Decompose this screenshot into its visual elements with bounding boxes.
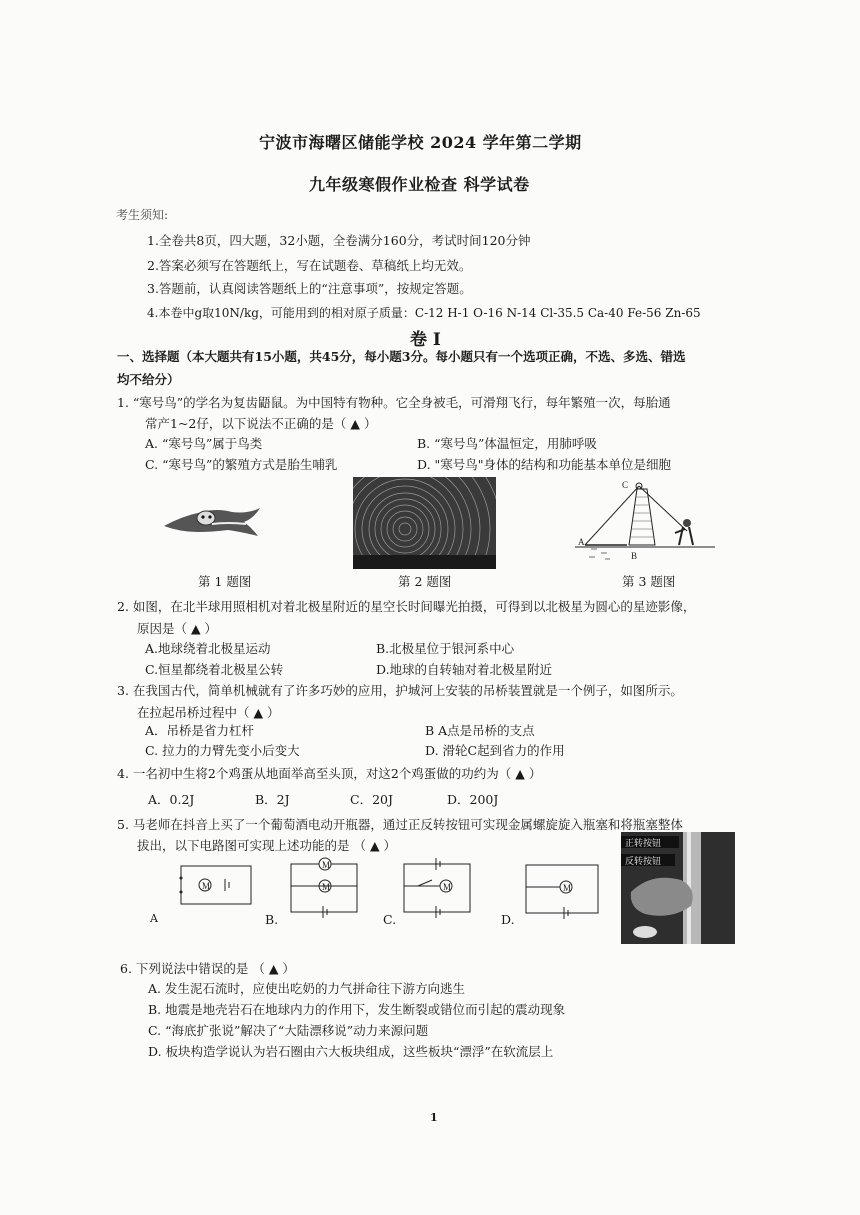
figure-1-caption: 第 1 题图 [198,574,252,589]
q1-option-d: D. "寒号鸟"身体的结构和功能基本单位是细胞 [417,457,672,472]
q3-option-d: D. 滑轮C起到省力的作用 [425,743,565,758]
circuit-a-diagram [175,858,257,920]
q1-option-c: C. “寒号鸟”的繁殖方式是胎生哺乳 [145,457,338,472]
circuit-a-label: A [150,912,158,925]
question-3-cont: 在拉起吊桥过程中（ ▲ ） [137,705,280,720]
motor-label: M [322,882,331,892]
q6-option-c: C. “海底扩张说”解决了“大陆漂移说”动力来源问题 [148,1023,429,1038]
circuit-c-diagram [398,852,480,920]
q2-option-b: B.北极星位于银河系中心 [376,641,515,656]
q3-option-b: B A点是吊桥的支点 [425,723,535,738]
circuit-b-diagram [285,850,367,920]
label-b: B [631,551,638,561]
figure-3-caption: 第 3 题图 [622,574,676,589]
question-3: 3. 在我国古代，简单机械就有了许多巧妙的应用，护城河上安装的吊桥装置就是一个例子，如图所示。 [117,683,683,698]
q2-option-c: C.恒星都绕着北极星公转 [145,662,284,677]
star-trails-figure [353,477,496,569]
notice-item: 2.答案必须写在答题纸上，写在试题卷、草稿纸上均无效。 [147,258,472,273]
motor-label: M [563,883,572,893]
circuit-d-label: D. [501,912,515,927]
question-1-cont: 常产1~2仔，以下说法不正确的是（ ▲ ） [145,416,377,431]
question-4: 4. 一名初中生将2个鸡蛋从地面举高至头顶，对这2个鸡蛋做的功约为（ ▲ ） [117,766,542,781]
drawbridge-figure [575,477,715,569]
flying-squirrel-figure [162,502,262,542]
notice-item: 4.本卷中g取10N/kg，可能用到的相对原子质量：C-12 H-1 O-16 N-14 Cl-35.5 Ca-40 Fe-56 Zn-65 [147,306,701,320]
q6-option-d: D. 板块构造学说认为岩石圈由六大板块组成，这些板块“漂浮”在软流层上 [148,1044,554,1059]
exam-title: 宁波市海曙区储能学校 2024 学年第二学期 [259,133,582,152]
label-c: C [622,480,629,490]
question-1: 1. “寒号鸟”的学名为复齿鼯鼠。为中国特有物种。它全身被毛，可滑翔飞行，每年繁殖一次，每胎通 [117,395,671,410]
question-2-cont: 原因是（ ▲ ） [137,621,218,636]
circuit-b-label: B. [265,912,279,927]
q6-option-b: B. 地震是地壳岩石在地球内力的作用下，发生断裂或错位而引起的震动现象 [148,1002,566,1017]
q4-option-d: D．200J [447,792,499,807]
q3-option-c: C. 拉力的力臂先变小后变大 [145,743,300,758]
section-heading-cont: 均不给分） [117,372,180,387]
circuit-d-diagram [520,855,604,921]
question-5: 5. 马老师在抖音上买了一个葡萄酒电动开瓶器，通过正反转按钮可实现金属螺旋旋入瓶塞和将瓶塞整体 [117,817,683,832]
q4-option-b: B．2J [255,792,290,807]
page-number: 1 [430,1111,438,1124]
q2-option-d: D.地球的自转轴对着北极星附近 [376,662,553,677]
figure-2-caption: 第 2 题图 [398,574,452,589]
motor-label: M [202,881,211,891]
q3-option-a: A．吊桥是省力杠杆 [145,723,255,738]
notice-item: 3.答题前，认真阅读答题纸上的“注意事项”，按规定答题。 [147,281,472,296]
exam-subtitle: 九年级寒假作业检查 科学试卷 [309,175,530,194]
q2-option-a: A.地球绕着北极星运动 [145,641,271,656]
motor-label: M [443,882,452,892]
notice-item: 1.全卷共8页，四大题，32小题，全卷满分160分，考试时间120分钟 [147,233,531,248]
question-5-cont: 拔出，以下电路图可实现上述功能的是 （ ▲ ） [137,838,397,853]
circuit-c-label: C. [383,912,397,927]
forward-button-label: 正转按钮 [625,839,662,849]
label-a: A [578,537,585,547]
wine-opener-photo [621,832,735,944]
q4-option-a: A．0.2J [148,792,195,807]
q1-option-b: B. “寒号鸟”体温恒定，用肺呼吸 [417,436,597,451]
q1-option-a: A. “寒号鸟”属于鸟类 [145,436,263,451]
motor-label: M [322,860,331,870]
reverse-button-label: 反转按钮 [625,857,662,867]
question-6: 6. 下列说法中错误的是 （ ▲ ） [120,961,295,976]
section-heading: 一、选择题（本大题共有15小题，共45分，每小题3分。每小题只有一个选项正确，不选、多选、错选 [117,349,686,364]
notice-heading: 考生须知: [116,208,169,222]
q4-option-c: C．20J [350,792,393,807]
question-2: 2. 如图，在北半球用照相机对着北极星附近的星空长时间曝光拍摄，可得到以北极星为圆心的星迹影像， [117,599,696,614]
q6-option-a: A. 发生泥石流时，应使出吃奶的力气拼命往下游方向逃生 [148,981,465,996]
volume-heading: 卷 Ⅰ [410,330,441,350]
